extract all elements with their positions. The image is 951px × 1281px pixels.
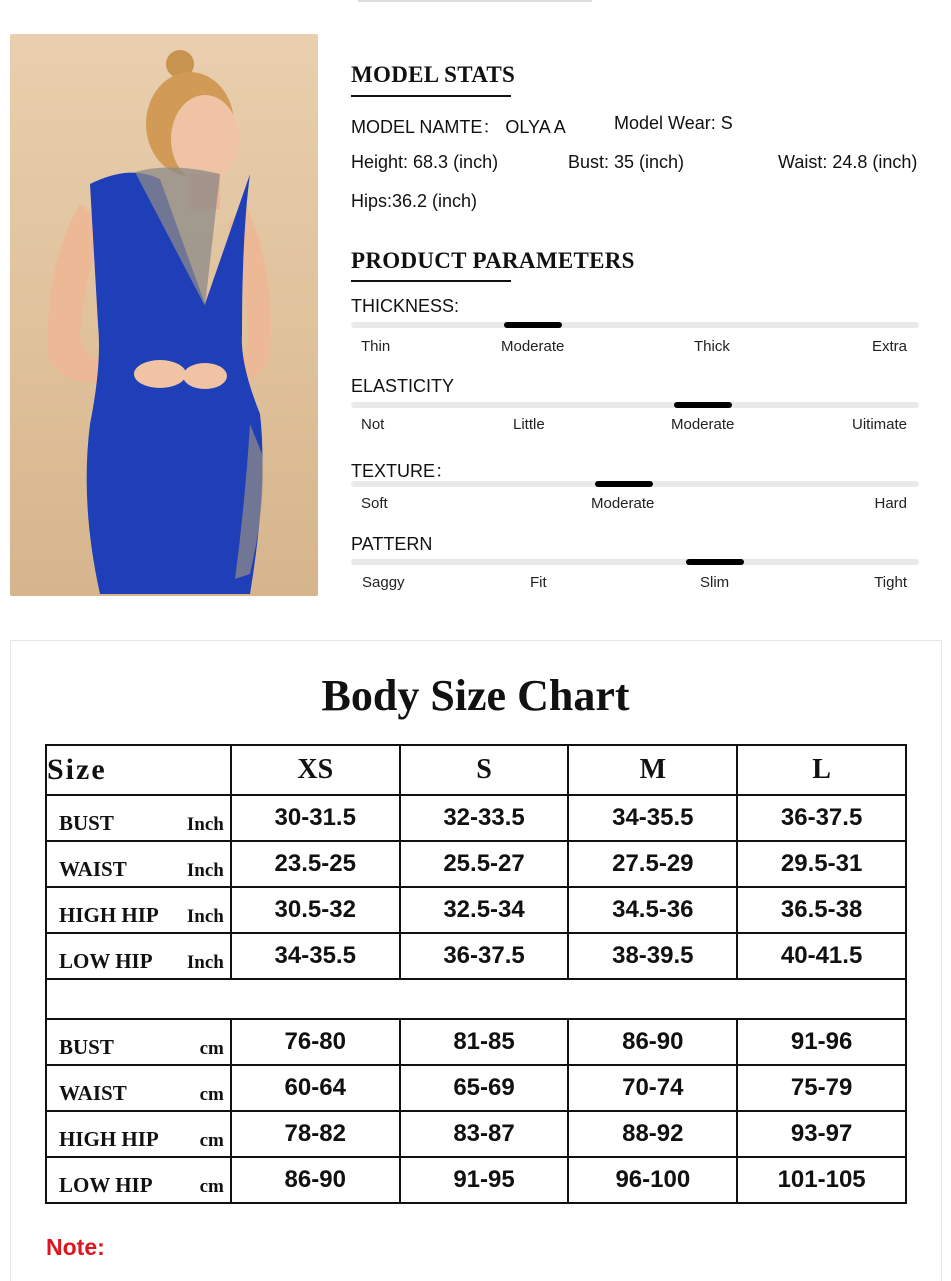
- param-ticks-pattern: [351, 574, 919, 594]
- table-header-row: [46, 745, 906, 795]
- param-marker-pattern: [686, 559, 744, 565]
- model-illustration: [10, 34, 318, 596]
- tick-label: Extra: [871, 338, 907, 355]
- table-row: [46, 795, 906, 841]
- measure-name: WAIST: [59, 1081, 127, 1105]
- table-cell: 70-74: [568, 1065, 737, 1111]
- table-cell: 36-37.5: [400, 933, 569, 979]
- model-stats-title: MODEL STATS: [351, 62, 516, 87]
- param-track-texture: [351, 481, 919, 487]
- tick-label: Moderate: [591, 495, 655, 512]
- measure-unit: Inch: [186, 906, 224, 927]
- model-waist: Waist: 24.8 (inch): [778, 152, 918, 172]
- table-cell: 36-37.5: [737, 795, 906, 841]
- table-cell: 78-82: [231, 1111, 400, 1157]
- size-col-m: M: [568, 745, 737, 795]
- measure-unit: cm: [199, 1084, 224, 1105]
- size-chart-title: Body Size Chart: [321, 671, 630, 720]
- param-label-texture: TEXTURE：: [351, 461, 454, 481]
- table-cell: 34-35.5: [231, 933, 400, 979]
- table-cell: 30.5-32: [231, 887, 400, 933]
- tick-label: Soft: [361, 495, 388, 512]
- tick-label: Tight: [874, 574, 907, 591]
- table-cell: 38-39.5: [568, 933, 737, 979]
- measure-unit: cm: [199, 1038, 224, 1059]
- row-label: [46, 1065, 231, 1111]
- table-cell: 23.5-25: [231, 841, 400, 887]
- param-label-thickness: THICKNESS:: [351, 296, 460, 316]
- param-marker-thickness: [504, 322, 562, 328]
- table-cell: 93-97: [737, 1111, 906, 1157]
- row-label: [46, 795, 231, 841]
- table-cell: 34-35.5: [568, 795, 737, 841]
- tick-label: Moderate: [671, 416, 735, 433]
- param-ticks-thickness: [351, 338, 919, 358]
- measure-unit: cm: [199, 1176, 224, 1197]
- param-track-thickness: [351, 322, 919, 328]
- model-photo: [10, 34, 318, 596]
- table-cell: 36.5-38: [737, 887, 906, 933]
- measure-name: HIGH HIP: [59, 1127, 159, 1151]
- table-cell: 91-95: [400, 1157, 569, 1203]
- table-row: [46, 1065, 906, 1111]
- param-ticks-texture: [351, 495, 919, 515]
- tick-label: Saggy: [362, 574, 405, 591]
- table-cell: 32-33.5: [400, 795, 569, 841]
- model-stats-underline: [351, 95, 511, 97]
- table-cell: 27.5-29: [568, 841, 737, 887]
- measure-unit: Inch: [186, 952, 224, 973]
- note-label: Note:: [46, 1234, 105, 1260]
- param-marker-elasticity: [674, 402, 732, 408]
- table-row: [46, 1111, 906, 1157]
- table-row: [46, 841, 906, 887]
- table-cell: 30-31.5: [231, 795, 400, 841]
- param-label-elasticity: ELASTICITY: [351, 376, 455, 396]
- row-label: [46, 933, 231, 979]
- size-chart-table: [45, 744, 907, 1204]
- measure-unit: cm: [199, 1130, 224, 1151]
- tick-label: Moderate: [501, 338, 565, 355]
- model-name: MODEL NAMTE： OLYA A: [351, 117, 566, 137]
- table-cell: 91-96: [737, 1019, 906, 1065]
- tick-label: Thick: [694, 338, 730, 355]
- measure-name: HIGH HIP: [59, 903, 159, 927]
- measure-name: LOW HIP: [59, 1173, 153, 1197]
- row-label: [46, 887, 231, 933]
- size-col-xs: XS: [231, 745, 400, 795]
- tick-label: Hard: [874, 495, 907, 512]
- measure-unit: Inch: [186, 814, 224, 835]
- product-parameters-title: PRODUCT PARAMETERS: [351, 248, 635, 273]
- table-cell: 76-80: [231, 1019, 400, 1065]
- table-row: [46, 1019, 906, 1065]
- row-label: [46, 841, 231, 887]
- size-col-s: S: [400, 745, 569, 795]
- model-wear: Model Wear: S: [614, 113, 733, 133]
- model-hips: Hips:36.2 (inch): [351, 191, 478, 211]
- tick-label: Not: [361, 416, 385, 433]
- measure-name: LOW HIP: [59, 949, 153, 973]
- table-row: [46, 1157, 906, 1203]
- param-marker-texture: [595, 481, 653, 487]
- table-spacer-row: [46, 979, 906, 1019]
- table-cell: 32.5-34: [400, 887, 569, 933]
- table-cell: 29.5-31: [737, 841, 906, 887]
- row-label: [46, 1019, 231, 1065]
- param-label-pattern: PATTERN: [351, 534, 433, 554]
- table-cell: 40-41.5: [737, 933, 906, 979]
- row-label: [46, 1111, 231, 1157]
- product-parameters-underline: [351, 280, 511, 282]
- measure-name: WAIST: [59, 857, 127, 881]
- param-track-elasticity: [351, 402, 919, 408]
- measure-name: BUST: [59, 1035, 114, 1059]
- table-cell: 60-64: [231, 1065, 400, 1111]
- tick-label: Uitimate: [851, 416, 907, 433]
- measure-unit: Inch: [186, 860, 224, 881]
- size-header: Size: [46, 745, 231, 795]
- top-divider: [358, 0, 592, 2]
- spacer-cell: [46, 979, 906, 1019]
- table-cell: 96-100: [568, 1157, 737, 1203]
- tick-label: Fit: [530, 574, 547, 591]
- tick-label: Slim: [700, 574, 730, 591]
- table-cell: 101-105: [737, 1157, 906, 1203]
- table-row: [46, 887, 906, 933]
- tick-label: Little: [513, 416, 545, 433]
- param-ticks-elasticity: [351, 416, 919, 436]
- size-col-l: L: [737, 745, 906, 795]
- table-cell: 86-90: [568, 1019, 737, 1065]
- param-track-pattern: [351, 559, 919, 565]
- model-bust: Bust: 35 (inch): [568, 152, 685, 172]
- table-cell: 81-85: [400, 1019, 569, 1065]
- row-label: [46, 1157, 231, 1203]
- table-cell: 34.5-36: [568, 887, 737, 933]
- table-cell: 83-87: [400, 1111, 569, 1157]
- table-cell: 65-69: [400, 1065, 569, 1111]
- table-cell: 25.5-27: [400, 841, 569, 887]
- table-row: [46, 933, 906, 979]
- measure-name: BUST: [59, 811, 114, 835]
- table-cell: 86-90: [231, 1157, 400, 1203]
- table-cell: 88-92: [568, 1111, 737, 1157]
- table-cell: 75-79: [737, 1065, 906, 1111]
- model-height: Height: 68.3 (inch): [351, 152, 499, 172]
- tick-label: Thin: [361, 338, 391, 355]
